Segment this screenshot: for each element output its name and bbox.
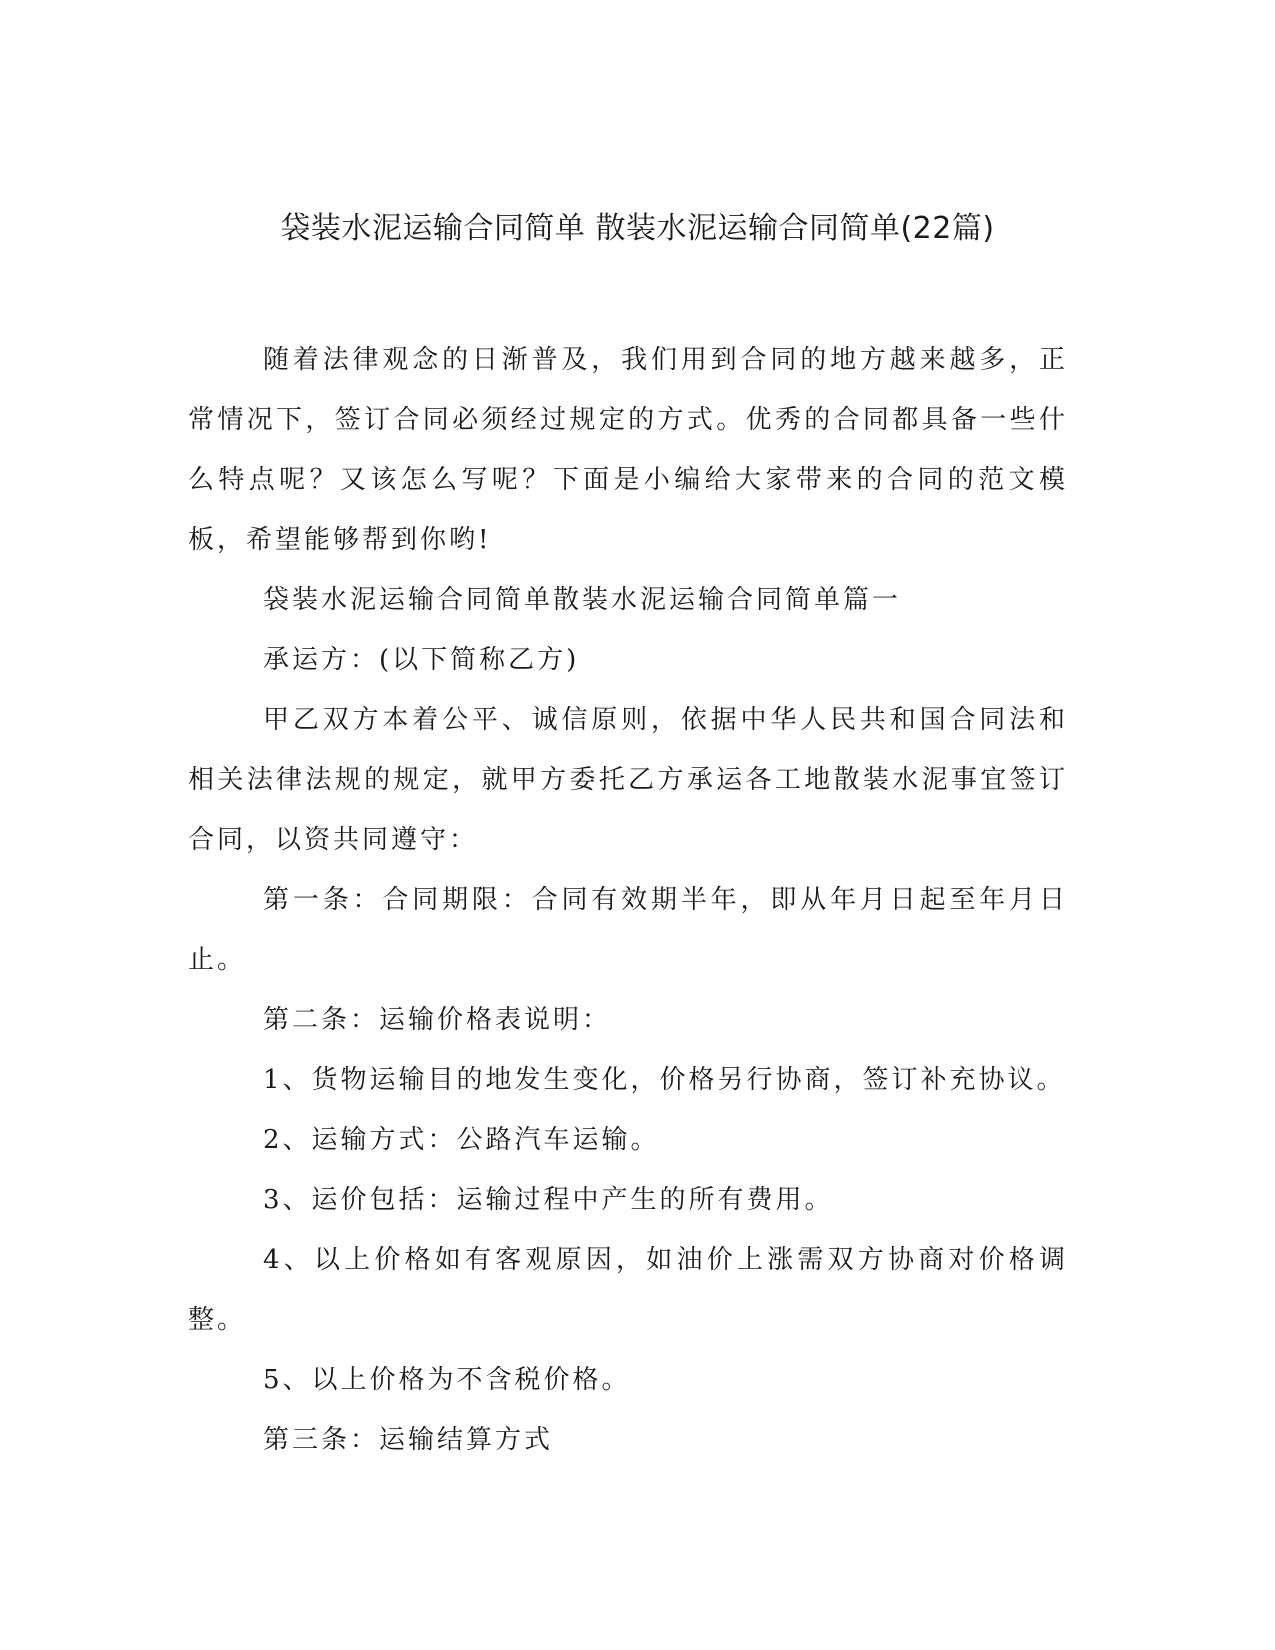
carrier-party-line: 承运方：(以下简称乙方) <box>263 645 580 675</box>
article-2-item-1: 1、货物运输目的地发生变化，价格另行协商，签订补充协议。 <box>263 1065 1066 1095</box>
article-2-item-4: 4、以上价格如有客观原因，如油价上涨需双方协商对价格调整。 <box>188 1245 1068 1335</box>
article-2-heading: 第二条：运输价格表说明： <box>263 1005 612 1035</box>
intro-paragraph: 随着法律观念的日渐普及，我们用到合同的地方越来越多，正常情况下，签订合同必须经过规定的方式。优秀的合同都具备一些什么特点呢？又该怎么写呢？下面是小编给大家带来的合同的范文模板，希望能够帮到你哟! <box>188 345 1068 555</box>
article-1-term: 第一条：合同期限：合同有效期半年，即从年月日起至年月日止。 <box>188 885 1068 975</box>
article-2-item-3: 3、运价包括：运输过程中产生的所有费用。 <box>263 1185 834 1215</box>
document-body <box>188 330 1068 1470</box>
document-title: 袋装水泥运输合同简单 散装水泥运输合同简单(22篇) <box>280 211 995 246</box>
section-heading: 袋装水泥运输合同简单散装水泥运输合同简单篇一 <box>263 585 902 615</box>
article-2-item-2: 2、运输方式：公路汽车运输。 <box>263 1125 660 1155</box>
article-3-heading: 第三条：运输结算方式 <box>263 1425 554 1455</box>
preamble-paragraph: 甲乙双方本着公平、诚信原则，依据中华人民共和国合同法和相关法律法规的规定，就甲方委托乙方承运各工地散装水泥事宜签订合同，以资共同遵守： <box>188 705 1068 855</box>
article-2-item-5: 5、以上价格为不含税价格。 <box>263 1365 631 1395</box>
